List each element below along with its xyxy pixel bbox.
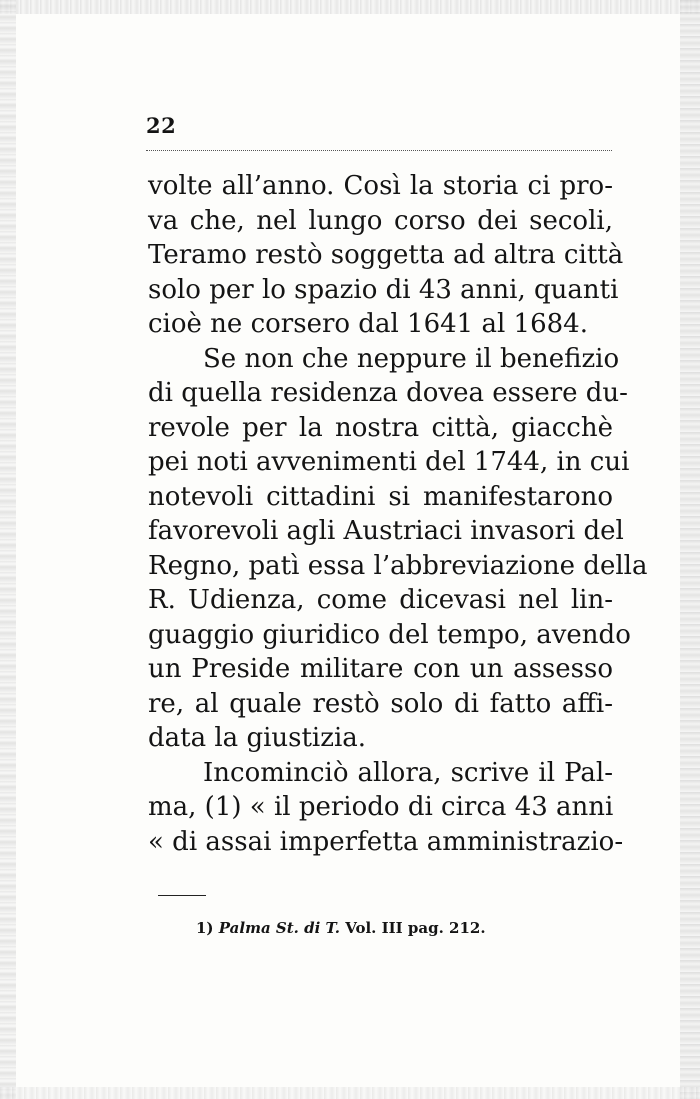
footnote-source: Palma St. di T. <box>218 919 340 937</box>
text-line: revole per la nostra città, giacchè <box>148 412 613 443</box>
page-edge-left <box>0 0 16 1099</box>
text-line: notevoli cittadini si manifestarono <box>148 481 613 512</box>
text-line: un Preside militare con un assesso <box>148 654 613 684</box>
text-line: Teramo restò soggetta ad altra città <box>148 240 624 270</box>
text-line: R. Udienza, come dicevasi nel lin- <box>148 585 613 615</box>
footnote-reference: Vol. III pag. 212. <box>345 919 486 937</box>
page-edge-top <box>0 0 700 14</box>
text-line: di quella residenza dovea essere du- <box>148 378 628 408</box>
page-edge-right <box>680 0 700 1099</box>
page-edge-bottom <box>0 1087 700 1099</box>
text-line: pei noti avvenimenti del 1744, in cui <box>148 447 630 477</box>
header-rule <box>146 150 612 151</box>
footnote-rule <box>158 895 206 896</box>
text-line: ma, (1) « il periodo di circa 43 anni <box>148 792 614 822</box>
footnote <box>196 918 486 938</box>
text-line: Se non che neppure il benefizio <box>203 343 620 374</box>
text-line: Incominciò allora, scrive il Pal- <box>203 757 613 788</box>
text-line: cioè ne corsero dal 1641 al 1684. <box>148 309 588 339</box>
text-line: data la giustizia. <box>148 723 367 753</box>
text-line: Regno, patì essa l’abbreviazione della <box>148 550 648 581</box>
page-number: 22 <box>146 113 177 138</box>
text-line: re, al quale restò solo di fatto affi- <box>148 688 613 719</box>
text-line: volte all’anno. Così la storia ci pro- <box>148 171 613 201</box>
text-line: favorevoli agli Austriaci invasori del <box>148 516 624 546</box>
text-line: « di assai imperfetta amministrazio- <box>148 826 624 857</box>
text-line: va che, nel lungo corso dei secoli, <box>148 205 613 236</box>
footnote-marker: 1) <box>196 919 214 937</box>
text-line: guaggio giuridico del tempo, avendo <box>148 619 631 650</box>
text-line: solo per lo spazio di 43 anni, quanti <box>148 274 619 305</box>
